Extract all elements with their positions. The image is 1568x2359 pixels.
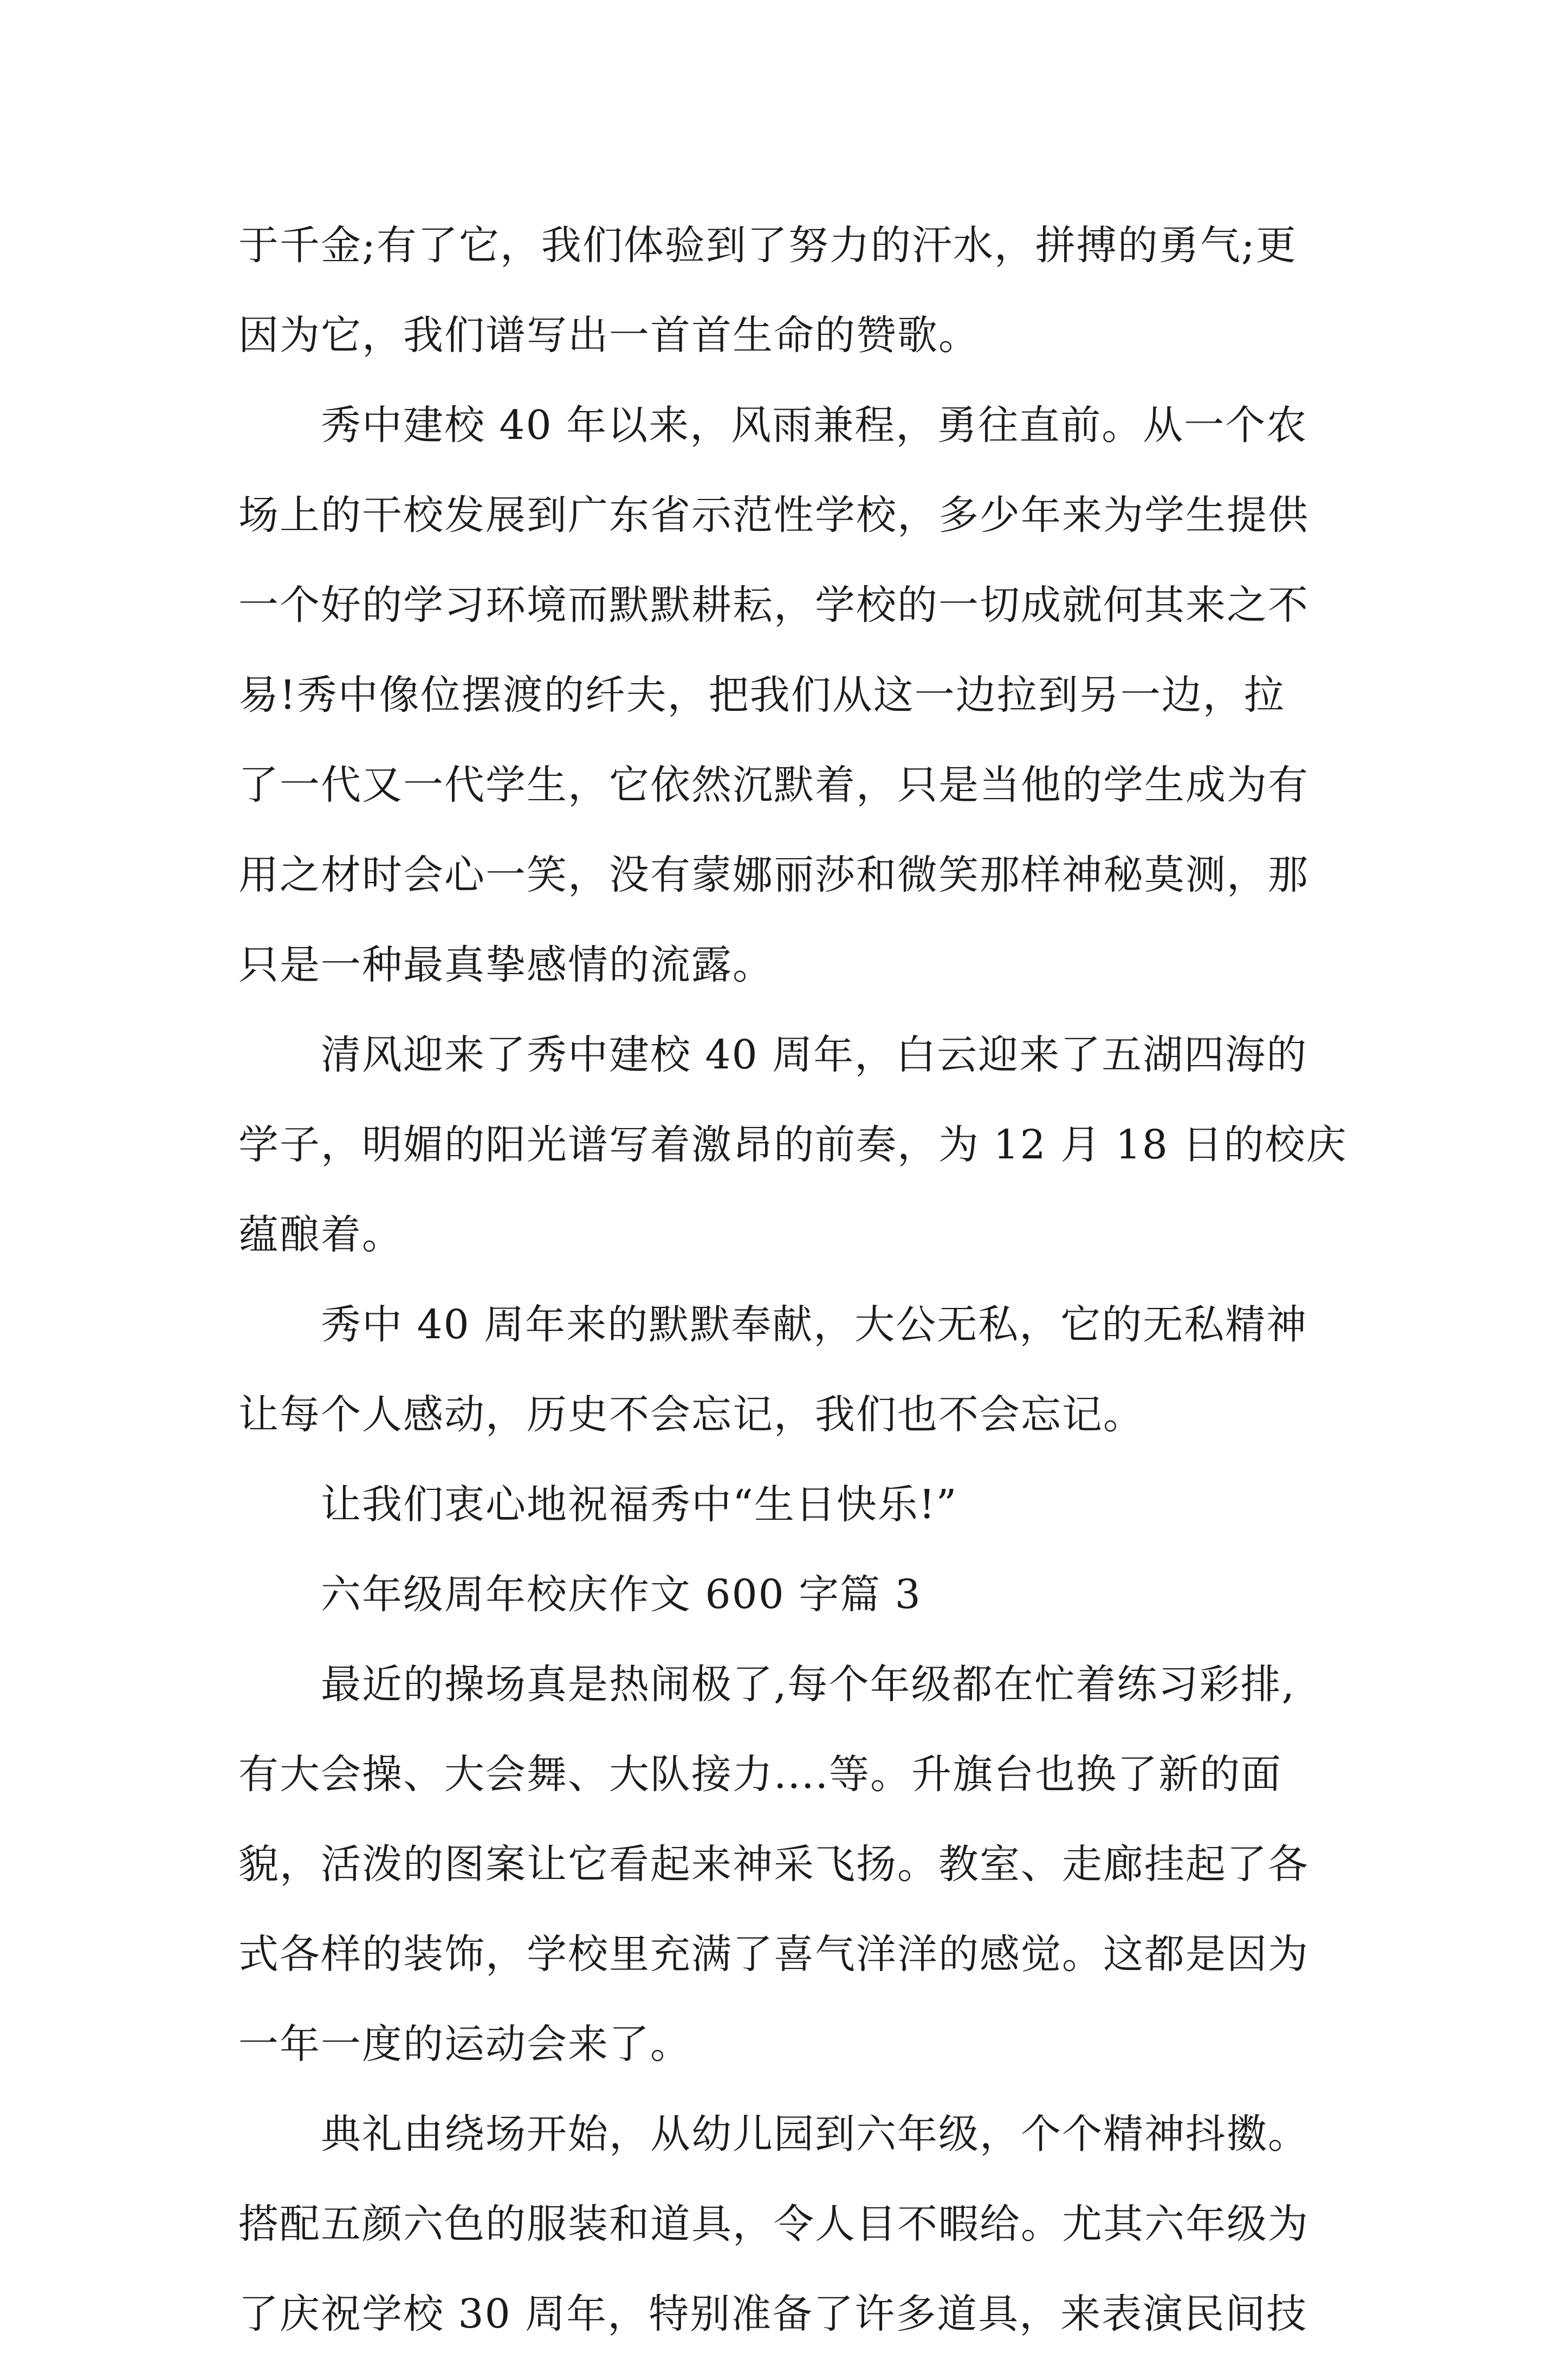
- document-body: [238, 200, 1347, 2359]
- text-line: 有大会操、大会舞、大队接力....等。升旗台也换了新的面: [238, 1751, 1282, 1798]
- paragraph-start-line: 最近的操场真是热闹极了,每个年级都在忙着练习彩排,: [321, 1661, 1296, 1708]
- text-line: 学子，明媚的阳光谱写着激昂的前奏，为 12 月 18 日的校庆: [238, 1122, 1347, 1168]
- text-line: 让每个人感动，历史不会忘记，我们也不会忘记。: [238, 1391, 1144, 1438]
- text-line: 因为它，我们谱写出一首首生命的赞歌。: [238, 312, 980, 359]
- paragraph-start-line: 让我们衷心地祝福秀中“生日快乐!”: [321, 1481, 958, 1528]
- text-line: 只是一种最真挚感情的流露。: [238, 942, 774, 988]
- text-line: 了庆祝学校 30 周年，特别准备了许多道具，来表演民间技: [238, 2291, 1308, 2337]
- text-line: 蕴酿着。: [238, 1211, 403, 1258]
- text-line: 易!秀中像位摆渡的纤夫，把我们从这一边拉到另一边，拉: [238, 672, 1285, 718]
- text-line: 式各样的装饰，学校里充满了喜气洋洋的感觉。这都是因为: [238, 1931, 1309, 1978]
- section-heading: 六年级周年校庆作文 600 字篇 3: [321, 1571, 922, 1618]
- text-line: 用之材时会心一笑，没有蒙娜丽莎和微笑那样神秘莫测，那: [238, 852, 1309, 898]
- paragraph-start-line: 秀中建校 40 年以来，风雨兼程，勇往直前。从一个农: [321, 402, 1308, 449]
- text-line: 貌，活泼的图案让它看起来神采飞扬。教室、走廊挂起了各: [238, 1841, 1309, 1888]
- text-line: 了一代又一代学生，它依然沉默着，只是当他的学生成为有: [238, 762, 1309, 808]
- paragraph-start-line: 典礼由绕场开始，从幼儿园到六年级，个个精神抖擞。: [321, 2111, 1309, 2157]
- text-line: 场上的干校发展到广东省示范性学校，多少年来为学生提供: [238, 492, 1309, 539]
- text-line: 搭配五颜六色的服装和道具，令人目不暇给。尤其六年级为: [238, 2201, 1309, 2247]
- text-line: 一年一度的运动会来了。: [238, 2021, 691, 2068]
- text-line: 一个好的学习环境而默默耕耘，学校的一切成就何其来之不: [238, 582, 1309, 628]
- paragraph-start-line: 秀中 40 周年来的默默奉献，大公无私，它的无私精神: [321, 1301, 1308, 1348]
- paragraph-start-line: 清风迎来了秀中建校 40 周年，白云迎来了五湖四海的: [321, 1032, 1308, 1078]
- text-line: 于千金;有了它，我们体验到了努力的汗水，拼搏的勇气;更: [238, 222, 1297, 269]
